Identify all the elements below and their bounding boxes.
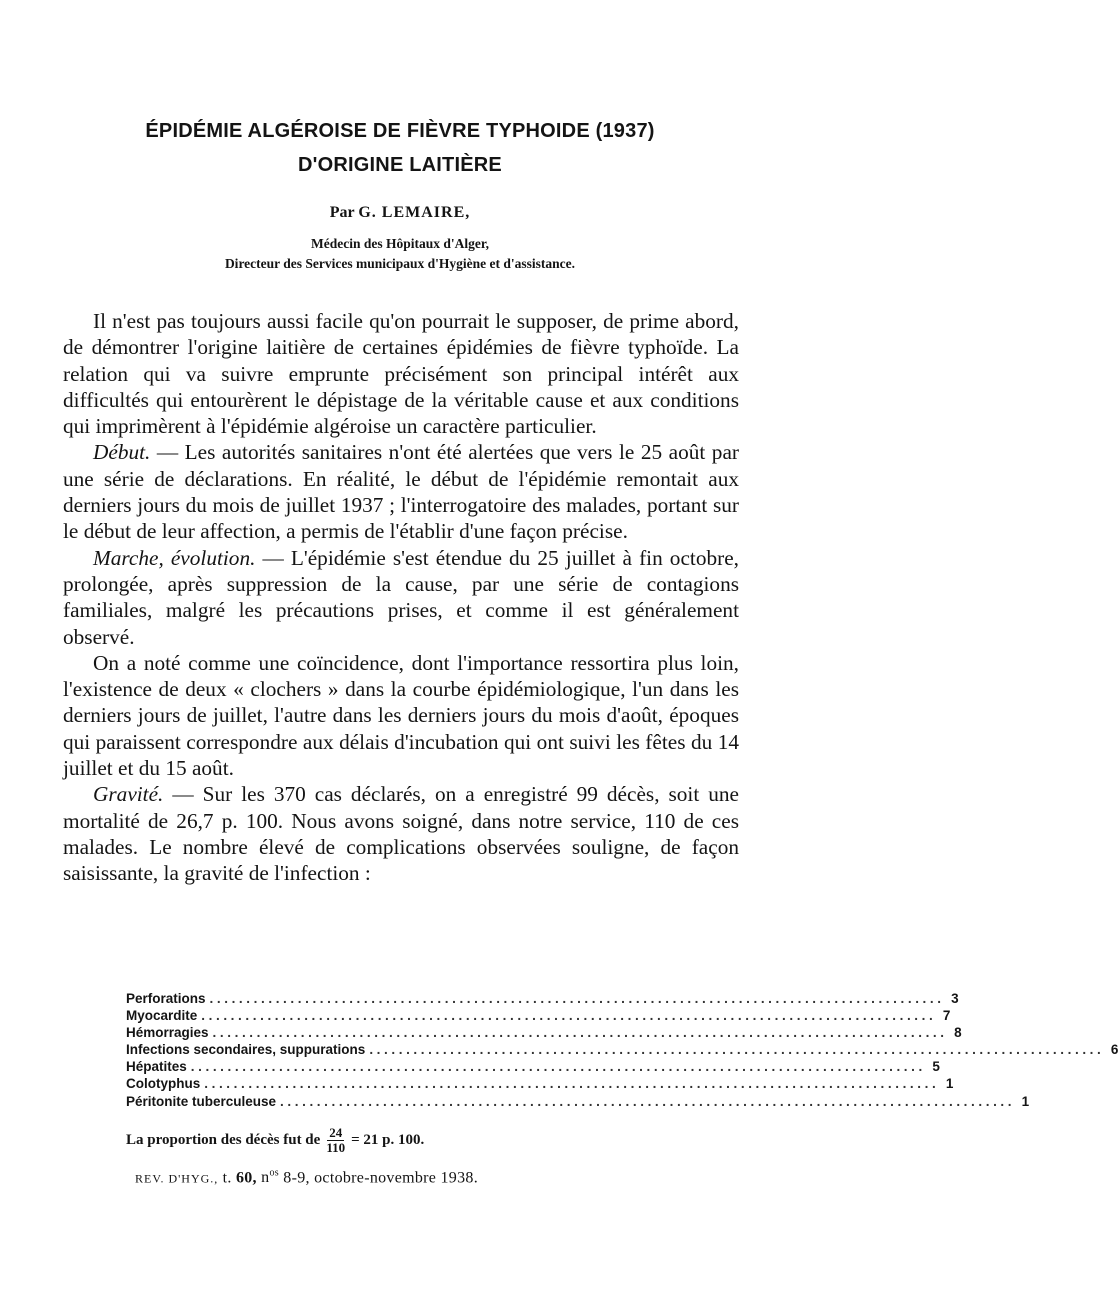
- paragraph-gravite: [63, 781, 739, 886]
- dot-leader: ....................................................................................................: [201, 1008, 937, 1024]
- list-item: [126, 1007, 951, 1024]
- dot-leader: ....................................................................................................: [209, 991, 945, 1006]
- list-item: [126, 1093, 1030, 1110]
- complication-name: Colotyphus: [126, 1076, 201, 1092]
- dot-leader: ....................................................................................................: [369, 1042, 1105, 1058]
- paragraph-clochers: On a noté comme une coïncidence, dont l'importance ressortira plus loin, l'existence de deux « clochers » dans la courbe épidémiologique, l'un dans les derniers jours de juillet, l'autre dans les derniers jours du mois d'août, époques qui paraissent correspondre aux délais d'incubation qui ont suivi les fêtes du 14 juillet et du 15 août.: [63, 650, 739, 781]
- paragraph-debut-text: — Les autorités sanitaires n'ont été alertées que vers le 25 août par une série de déclarations. En réalité, le début de l'épidémie remontait aux derniers jours du mois de juillet 1937 ; l'interrogatoire des malades, portant sur le début de leur affection, a permis de l'établir d'une façon précise.: [63, 440, 739, 544]
- proportion-prefix: La proportion des décès fut de: [126, 1132, 321, 1148]
- paragraph-gravite-text: — Sur les 370 cas déclarés, on a enregistré 99 décès, soit une mortalité de 26,7 p. 100. Nous avons soigné, dans notre service, 110 de ces malades. Le nombre élevé de complications observées souligne, de façon saisissante, la gravité de l'infection :: [63, 782, 739, 886]
- section-label-marche: Marche, évolution.: [93, 545, 256, 570]
- dot-leader: ....................................................................................................: [204, 1076, 940, 1092]
- author-name: G. LEMAIRE,: [358, 204, 471, 221]
- article-body: [63, 308, 739, 887]
- section-label-gravite: Gravité.: [93, 782, 164, 807]
- complication-count: 8: [954, 1025, 962, 1041]
- dot-leader: ....................................................................................................: [280, 1093, 1016, 1109]
- complication-count: 3: [951, 991, 959, 1006]
- numbers-label: $n^{os}$: [261, 1168, 279, 1187]
- journal-name: REV. D'HYG.,: [135, 1171, 219, 1186]
- paragraph-marche: [63, 545, 739, 650]
- journal-citation: [135, 1168, 478, 1187]
- complication-name: Myocardite: [126, 1008, 198, 1024]
- complication-count: 1: [945, 1076, 954, 1092]
- article-title-line-2: D'ORIGINE LAITIÈRE: [298, 154, 502, 176]
- tome-label: t.: [222, 1169, 232, 1187]
- author-affiliation-1: Médecin des Hôpitaux d'Alger,: [310, 236, 489, 251]
- complication-count: 6: [1110, 1042, 1118, 1058]
- list-item: [126, 1024, 962, 1041]
- dot-leader: ....................................................................................................: [212, 1025, 948, 1041]
- complication-name: Hémorragies: [126, 1025, 209, 1041]
- paragraph-debut: [63, 439, 739, 544]
- paragraph-marche-text: — L'épidémie s'est étendue du 25 juillet à fin octobre, prolongée, après suppression de la cause, par une série de contagions familiales, malgré les précautions prises, et comme il est généralement observé.: [63, 545, 739, 649]
- paragraph-intro: Il n'est pas toujours aussi facile qu'on pourrait le supposer, de prime abord, de démontrer l'origine laitière de certaines épidémies de fièvre typhoïde. La relation qui va suivre emprunte précisément son principal intérêt aux difficultés qui entourèrent le dépistage de la véritable cause et aux conditions qui imprimèrent à l'épidémie algéroise un caractère particulier.: [63, 309, 739, 439]
- byline-prefix: Par: [329, 204, 355, 221]
- complication-count: 5: [932, 1059, 940, 1075]
- list-item: [126, 1058, 940, 1075]
- complication-name: Péritonite tuberculeuse: [126, 1093, 277, 1109]
- complication-count: 1: [1021, 1093, 1030, 1109]
- proportion-result: = 21 p. 100.: [351, 1132, 425, 1148]
- fraction-denominator: 110: [326, 1140, 346, 1155]
- issue-date: 8-9, octobre-novembre 1938.: [283, 1169, 479, 1187]
- list-item: [126, 1075, 954, 1092]
- article-title-line-1: ÉPIDÉMIE ALGÉROISE DE FIÈVRE TYPHOIDE (1937): [145, 120, 655, 142]
- volume-number: 60,: [235, 1169, 257, 1187]
- section-label-debut: Début.: [93, 440, 151, 465]
- author-affiliation-2: Directeur des Services municipaux d'Hygiène et d'assistance.: [224, 256, 576, 271]
- list-item: [126, 990, 959, 1007]
- complication-count: 7: [942, 1008, 951, 1024]
- dot-leader: ....................................................................................................: [190, 1059, 926, 1075]
- complication-name: Hépatites: [126, 1059, 187, 1075]
- complication-name: Perforations: [126, 991, 206, 1006]
- byline: [0, 204, 800, 222]
- list-item: [126, 1041, 1118, 1058]
- fraction: [324, 1126, 347, 1155]
- complication-name: Infections secondaires, suppurations: [126, 1042, 366, 1058]
- mortality-proportion: [126, 1126, 424, 1155]
- fraction-numerator: 24: [329, 1125, 343, 1140]
- complications-list: [126, 990, 1118, 1110]
